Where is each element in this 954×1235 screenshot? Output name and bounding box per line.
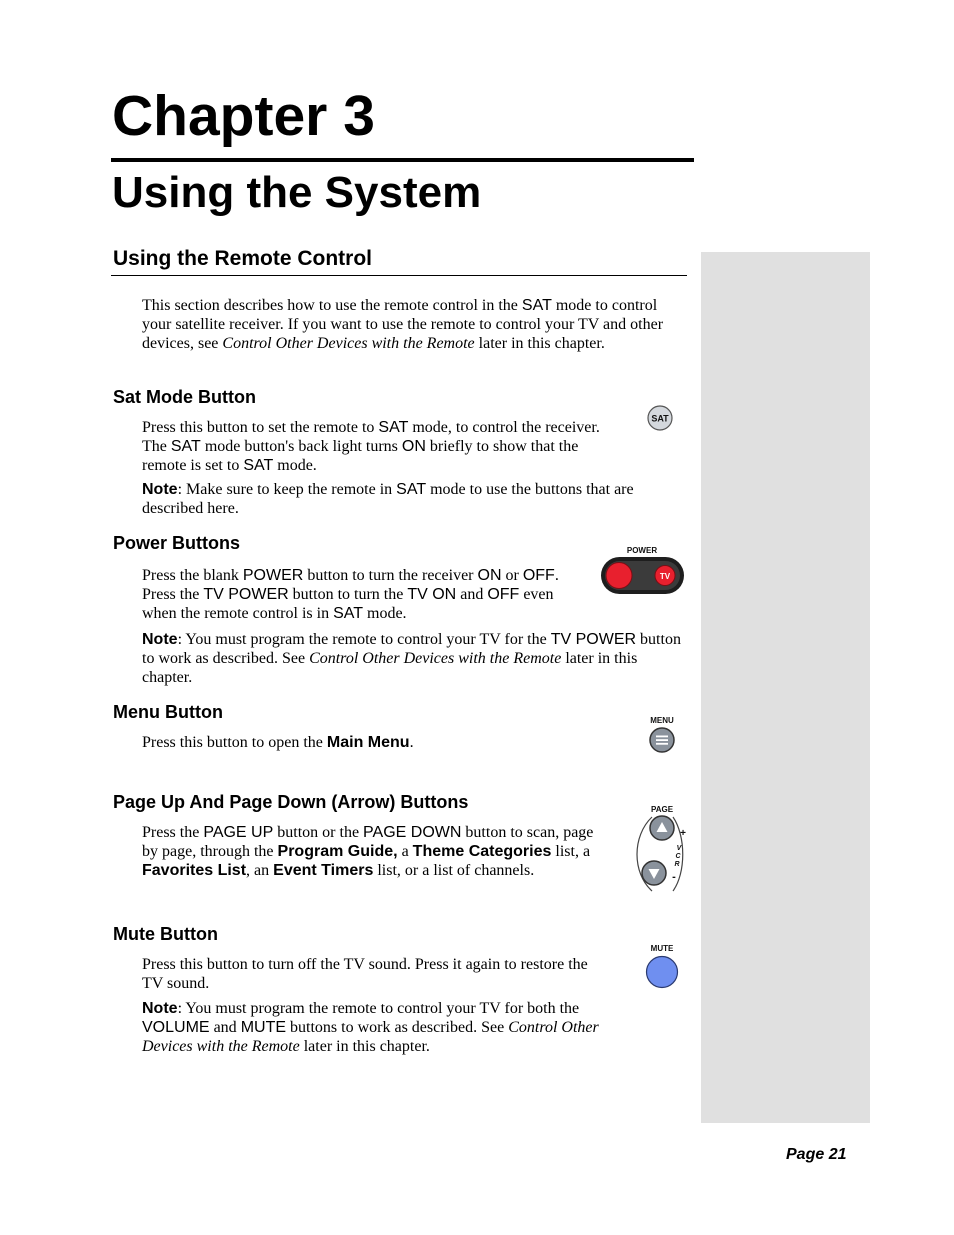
cross-reference-link: Control Other Devices with the Remote: [142, 1019, 599, 1055]
cross-reference-link: Control Other Devices with the Remote: [309, 650, 562, 667]
power-note: Note: You must program the remote to control your TV for the TV POWER button to work as described. See Control Other Devices with the Remote later in this chapter.: [142, 631, 681, 686]
cross-reference-link: Control Other Devices with the Remote: [222, 335, 475, 352]
page-vcr-c: C: [675, 853, 681, 860]
sidebar-panel: [701, 252, 870, 1123]
section-heading: Using the Remote Control: [113, 247, 373, 270]
chapter-rule: [111, 158, 694, 162]
power-heading: Power Buttons: [113, 533, 241, 553]
sat-button-icon: [645, 403, 675, 433]
power-buttons-icon: [598, 543, 688, 599]
sat-icon-label: SAT: [651, 413, 669, 424]
intro-paragraph: This section describes how to use the remote control in the SAT mode to control your satellite receiver. If you want to use the remote to control your TV and other devices, see Control Other Devices with the Remote later in this chapter.: [142, 297, 664, 352]
menu-heading: Menu Button: [113, 702, 223, 722]
page-icon-label: PAGE: [650, 805, 674, 814]
page-vcr-v: V: [676, 845, 682, 852]
section-rule: [111, 275, 687, 276]
page-number: Page 21: [786, 1146, 847, 1163]
power-paragraph: Press the blank POWER button to turn the receiver ON or OFF. Press the TV POWER button to turn the TV ON and OFF even when the remote control is in SAT mode.: [142, 567, 559, 622]
mute-icon-label: MUTE: [650, 944, 674, 953]
page-paragraph: Press the PAGE UP button or the PAGE DOWN button to scan, page by page, through the Program Guide, a Theme Categories list, a Favorites List, an Event Timers list, or a list of channels.: [142, 824, 594, 879]
mute-heading: Mute Button: [113, 924, 218, 944]
menu-button-icon: [645, 713, 679, 755]
mute-button-icon: [643, 942, 681, 992]
tv-icon-label: TV: [659, 572, 671, 581]
power-icon-label: POWER: [626, 546, 658, 555]
chapter-label: Chapter 3: [112, 84, 375, 148]
page-buttons-icon: [630, 801, 690, 897]
chapter-title: Using the System: [112, 168, 482, 217]
mute-note: Note: You must program the remote to control your TV for both the VOLUME and MUTE buttons to work as described. See Control Other Devices with the Remote later in this chapter.: [142, 1000, 599, 1055]
menu-paragraph: Press this button to open the Main Menu.: [142, 734, 414, 751]
page-minus-label: -: [672, 871, 676, 883]
menu-icon-label: MENU: [650, 716, 674, 725]
sat-mode-note: Note: Make sure to keep the remote in SAT mode to use the buttons that are described here.: [142, 481, 634, 517]
sat-mode-paragraph: Press this button to set the remote to SAT mode, to control the receiver. The SAT mode button's back light turns ON briefly to show that the remote is set to SAT mode.: [142, 419, 600, 474]
page-heading: Page Up And Page Down (Arrow) Buttons: [113, 792, 469, 812]
mute-paragraph: Press this button to turn off the TV sound. Press it again to restore the TV sound.: [142, 956, 588, 992]
page-plus-label: +: [680, 828, 686, 839]
sat-mode-heading: Sat Mode Button: [113, 387, 256, 407]
page-vcr-r: R: [674, 861, 680, 868]
